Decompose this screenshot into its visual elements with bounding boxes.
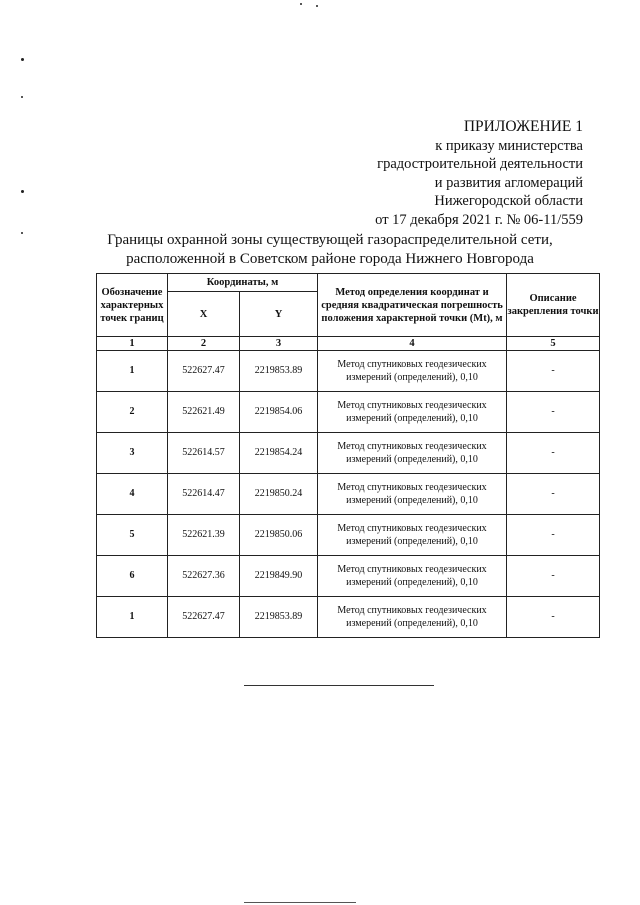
description-cell: - [507, 392, 600, 433]
coord-x: 522614.57 [168, 433, 240, 474]
description-cell: - [507, 515, 600, 556]
point-number: 1 [97, 351, 168, 392]
coord-y: 2219849.90 [240, 556, 318, 597]
table-row [97, 597, 600, 638]
appendix-line: от 17 декабря 2021 г. № 06-11/559 [375, 211, 583, 228]
table-row [97, 474, 600, 515]
document-title [100, 231, 560, 268]
scan-speck [21, 190, 24, 193]
header-description: Описание закрепления точки [507, 274, 600, 337]
header-y: Y [240, 292, 318, 337]
header-method: Метод определения координат и средняя квадратическая погрешность положения характерной точки (Mt), м [318, 274, 507, 337]
document-title-line: расположенной в Советском районе города Нижнего Новгорода [126, 250, 534, 267]
description-cell: - [507, 433, 600, 474]
column-number: 2 [168, 337, 240, 351]
page-bottom-divider [244, 902, 356, 903]
appendix-line: градостроительной деятельности [377, 156, 583, 173]
column-number: 1 [97, 337, 168, 351]
coord-y: 2219854.24 [240, 433, 318, 474]
scan-speck [21, 96, 23, 98]
table-row [97, 515, 600, 556]
table-row [97, 556, 600, 597]
coord-y: 2219854.06 [240, 392, 318, 433]
description-cell: - [507, 556, 600, 597]
appendix-line: Нижегородской области [434, 193, 583, 210]
description-cell: - [507, 351, 600, 392]
header-point: Обозначение характерных точек границ [97, 274, 168, 337]
point-number: 1 [97, 597, 168, 638]
table-row [97, 351, 600, 392]
coord-x: 522627.36 [168, 556, 240, 597]
coord-y: 2219853.89 [240, 351, 318, 392]
column-number: 5 [507, 337, 600, 351]
header-coordinates: Координаты, м [168, 274, 318, 292]
description-cell: - [507, 597, 600, 638]
coord-x: 522614.47 [168, 474, 240, 515]
scan-speck [21, 58, 24, 61]
boundary-points-table [96, 273, 600, 638]
method-cell: Метод спутниковых геодезических измерений (определений), 0,10 [318, 597, 507, 638]
point-number: 2 [97, 392, 168, 433]
method-cell: Метод спутниковых геодезических измерений (определений), 0,10 [318, 474, 507, 515]
table-row [97, 392, 600, 433]
point-number: 5 [97, 515, 168, 556]
coord-x: 522621.39 [168, 515, 240, 556]
scan-speck [300, 3, 302, 5]
coord-x: 522627.47 [168, 597, 240, 638]
appendix-heading: ПРИЛОЖЕНИЕ 1 [463, 118, 583, 135]
method-cell: Метод спутниковых геодезических измерений (определений), 0,10 [318, 351, 507, 392]
coord-y: 2219853.89 [240, 597, 318, 638]
header-x: X [168, 292, 240, 337]
appendix-line: и развития агломераций [434, 174, 583, 191]
method-cell: Метод спутниковых геодезических измерений (определений), 0,10 [318, 433, 507, 474]
scan-speck [21, 232, 23, 234]
appendix-block [323, 118, 583, 230]
point-number: 6 [97, 556, 168, 597]
column-number: 3 [240, 337, 318, 351]
coord-y: 2219850.06 [240, 515, 318, 556]
coord-y: 2219850.24 [240, 474, 318, 515]
column-number: 4 [318, 337, 507, 351]
method-cell: Метод спутниковых геодезических измерений (определений), 0,10 [318, 556, 507, 597]
method-cell: Метод спутниковых геодезических измерений (определений), 0,10 [318, 515, 507, 556]
description-cell: - [507, 474, 600, 515]
scan-speck [316, 5, 318, 7]
document-title-line: Границы охранной зоны существующей газораспределительной сети, [107, 232, 553, 248]
method-cell: Метод спутниковых геодезических измерений (определений), 0,10 [318, 392, 507, 433]
coord-x: 522627.47 [168, 351, 240, 392]
coord-x: 522621.49 [168, 392, 240, 433]
point-number: 3 [97, 433, 168, 474]
point-number: 4 [97, 474, 168, 515]
table-row [97, 433, 600, 474]
footer-divider [244, 685, 434, 686]
appendix-line: к приказу министерства [435, 137, 583, 154]
